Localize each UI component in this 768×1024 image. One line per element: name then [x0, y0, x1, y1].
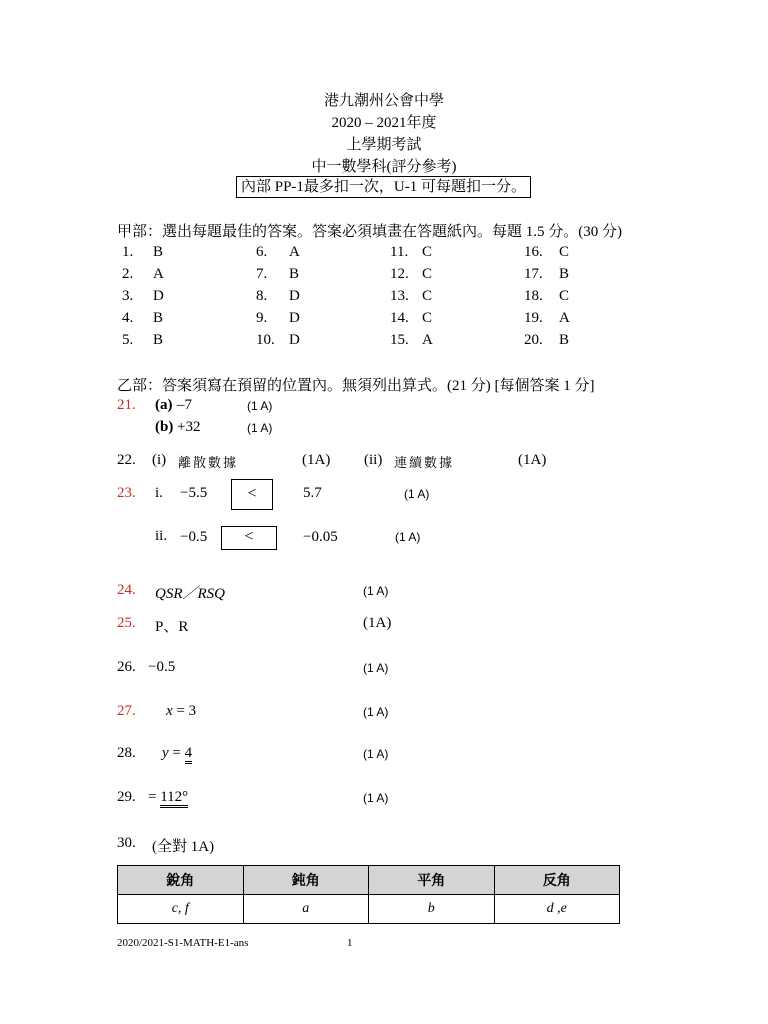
q23ii-mark: (1 A) [395, 530, 421, 544]
mc-answer: B [559, 266, 570, 282]
mc-question-number: 15. [390, 332, 409, 348]
mc-question-number: 2. [122, 266, 134, 282]
section-b-instruction: 乙部：答案須寫在預留的位置內。無須列出算式。(21 分) [每個答案 1 分] [117, 378, 595, 394]
table-row [118, 895, 620, 924]
q26-mark: (1 A) [363, 661, 389, 675]
table-header-row [118, 866, 620, 895]
page-number: 1 [347, 937, 353, 949]
q22i-mark: (1A) [302, 452, 331, 468]
mc-question-number: 16. [524, 244, 543, 260]
header-acute-angle: 銳角 [118, 866, 244, 895]
q26-value: −0.5 [148, 659, 176, 675]
q27-mark: (1 A) [363, 705, 389, 719]
mc-answer: B [153, 332, 164, 348]
q21b-label: (b) [155, 419, 174, 435]
q22i-value: 離散數據 [178, 456, 239, 471]
school-year: 2020 – 2021年度 [331, 115, 437, 131]
q26-number: 26. [117, 659, 136, 675]
q29-number: 29. [117, 789, 136, 805]
mc-answer: B [153, 310, 164, 326]
mc-answer: A [559, 310, 570, 326]
q25-number: 25. [117, 615, 136, 631]
mc-question-number: 3. [122, 288, 134, 304]
cell-reflex-angle: d ,e [494, 895, 620, 924]
mc-question-number: 14. [390, 310, 409, 326]
mc-answer: D [289, 288, 300, 304]
q30-number: 30. [117, 835, 136, 851]
mc-answer: C [422, 310, 433, 326]
mc-answer: D [289, 332, 300, 348]
cell-obtuse-angle: a [243, 895, 369, 924]
q29-mark: (1 A) [363, 791, 389, 805]
q21a-mark: (1 A) [247, 399, 273, 413]
mc-question-number: 1. [122, 244, 134, 260]
q22i-label: (i) [152, 452, 167, 468]
footer-code: 2020/2021-S1-MATH-E1-ans [117, 937, 249, 949]
q28-variable: y [162, 745, 169, 761]
q29-answer [148, 789, 188, 806]
q28-answer [162, 745, 192, 762]
mc-question-number: 10. [256, 332, 275, 348]
mc-question-number: 4. [122, 310, 134, 326]
cell-straight-angle: b [369, 895, 495, 924]
q23i-left: −5.5 [180, 485, 208, 501]
q30-note: (全對 1A) [152, 839, 215, 855]
q23ii-left: −0.5 [180, 529, 208, 545]
marking-note: 內部 PP-1最多扣一次，U-1 可每題扣一分。 [236, 176, 531, 198]
q21a-value: –7 [177, 397, 192, 413]
mc-question-number: 9. [256, 310, 268, 326]
q29-equals: = [148, 789, 161, 805]
q27-number: 27. [117, 703, 136, 719]
mc-question-number: 19. [524, 310, 543, 326]
q24-mark: (1 A) [363, 584, 389, 598]
mc-answer: A [153, 266, 164, 282]
q22ii-label: (ii) [364, 452, 383, 468]
q27-variable: x [166, 703, 173, 719]
mc-answer: C [559, 288, 570, 304]
mc-answer: B [153, 244, 164, 260]
q27-equation: = 3 [172, 703, 197, 719]
q23i-sign-box: < [231, 479, 273, 510]
mc-question-number: 17. [524, 266, 543, 282]
mc-question-number: 13. [390, 288, 409, 304]
angle-classification-table [117, 865, 620, 924]
mc-answer: D [153, 288, 164, 304]
q28-mark: (1 A) [363, 747, 389, 761]
q21b-value: +32 [177, 419, 201, 435]
mc-answer: A [289, 244, 300, 260]
mc-question-number: 7. [256, 266, 268, 282]
q25-value: P、R [155, 619, 189, 635]
q23i-label: i. [155, 485, 163, 501]
q28-value: 4 [185, 745, 193, 764]
q24-value: QSR／RSQ [155, 586, 225, 602]
q27-answer [166, 703, 196, 720]
q22ii-mark: (1A) [518, 452, 547, 468]
mc-question-number: 18. [524, 288, 543, 304]
q25-mark: (1A) [363, 615, 392, 631]
q23ii-sign-box: < [221, 526, 277, 550]
header-obtuse-angle: 鈍角 [243, 866, 369, 895]
q22ii-value: 連續數據 [394, 456, 455, 471]
exam-title: 上學期考試 [346, 137, 422, 153]
cell-acute-angle: c, f [118, 895, 244, 924]
mc-answer: C [422, 266, 433, 282]
q22-number: 22. [117, 452, 136, 468]
header-straight-angle: 平角 [369, 866, 495, 895]
q23i-mark: (1 A) [404, 487, 430, 501]
mc-answer: B [289, 266, 300, 282]
mc-answer: D [289, 310, 300, 326]
mc-question-number: 20. [524, 332, 543, 348]
q21-number: 21. [117, 397, 136, 413]
q23ii-label: ii. [155, 528, 168, 544]
q29-value: 112° [160, 789, 188, 808]
mc-question-number: 11. [390, 244, 409, 260]
mc-question-number: 6. [256, 244, 268, 260]
mc-answer: C [422, 288, 433, 304]
mc-answer: C [559, 244, 570, 260]
header-reflex-angle: 反角 [494, 866, 620, 895]
mc-question-number: 5. [122, 332, 134, 348]
q21a-label: (a) [155, 397, 173, 413]
q23i-right: 5.7 [303, 485, 322, 501]
q21b-mark: (1 A) [247, 421, 273, 435]
q28-equals: = [168, 745, 185, 761]
mc-answer: B [559, 332, 570, 348]
subject-title: 中一數學科(評分參考) [311, 159, 457, 175]
mc-question-number: 8. [256, 288, 268, 304]
mc-answer: A [422, 332, 433, 348]
mc-question-number: 12. [390, 266, 409, 282]
q28-number: 28. [117, 745, 136, 761]
q24-number: 24. [117, 582, 136, 598]
q23ii-right: −0.05 [303, 529, 338, 545]
school-name: 港九潮州公會中學 [323, 93, 444, 109]
section-a-instruction: 甲部：選出每題最佳的答案。答案必須填畫在答題紙內。每題 1.5 分。(30 分) [117, 224, 622, 240]
q23-number: 23. [117, 485, 136, 501]
mc-answer: C [422, 244, 433, 260]
